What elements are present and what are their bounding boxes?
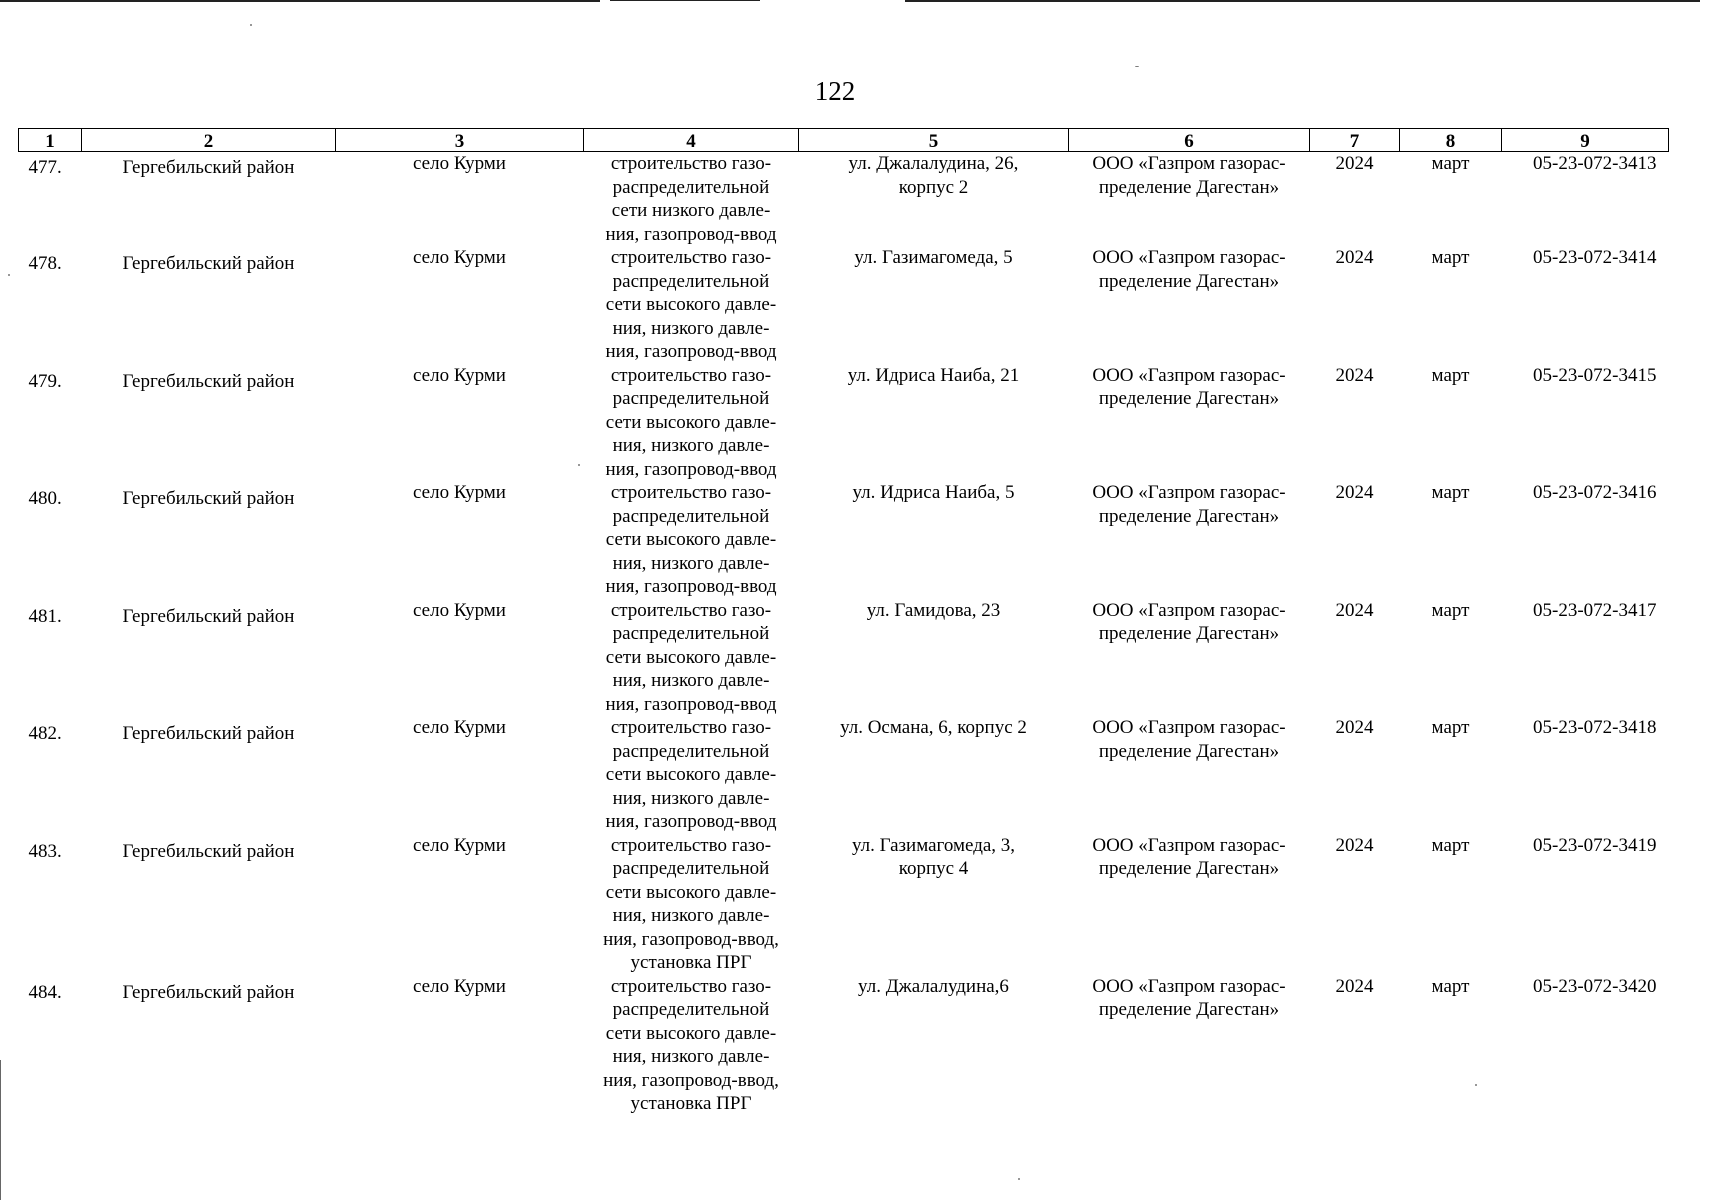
- work-description-cell: строительство газо- распределительной сети высокого давле- ния, низкого давле- ния, газопровод-ввод: [605, 599, 777, 715]
- work-description-cell: строительство газо- распределительной сети низкого давле- ния, газопровод-ввод: [605, 153, 777, 245]
- work-description-cell: строительство газо- распределительной сети высокого давле- ния, низкого давле- ния, газопровод-ввод, установка ПРГ: [603, 975, 779, 1114]
- month-cell: март: [1431, 364, 1470, 386]
- code-cell: 05-23-072-3415: [1533, 364, 1657, 386]
- column-header: 6: [1069, 129, 1310, 152]
- settlement-cell: село Курми: [413, 975, 506, 997]
- year-cell: 2024: [1335, 247, 1374, 268]
- work-description-cell: строительство газо- распределительной сети высокого давле- ния, низкого давле- ния, газопровод-ввод: [605, 247, 777, 362]
- column-header: 4: [584, 129, 799, 152]
- settlement-cell: село Курми: [413, 364, 506, 386]
- month-cell: март: [1431, 247, 1470, 268]
- scan-speck: [250, 24, 252, 26]
- organization-cell: ООО «Газпром газорас- пределение Дагестан»: [1092, 482, 1286, 527]
- district-cell: Гергебильский район: [122, 605, 295, 627]
- column-header: 8: [1400, 129, 1502, 152]
- month-cell: март: [1431, 482, 1470, 503]
- scan-speck: [1018, 1178, 1020, 1180]
- code-cell: 05-23-072-3419: [1533, 834, 1657, 856]
- row-number: 484.: [28, 981, 62, 1003]
- organization-cell: ООО «Газпром газорас- пределение Дагестан»: [1092, 834, 1286, 879]
- table-row: [19, 975, 1669, 1120]
- code-cell: 05-23-072-3414: [1533, 247, 1657, 268]
- table-row: [19, 364, 1669, 482]
- table-row: [19, 246, 1669, 364]
- column-header: 7: [1310, 129, 1400, 152]
- code-cell: 05-23-072-3417: [1533, 599, 1657, 621]
- month-cell: март: [1431, 717, 1470, 738]
- column-header: 5: [799, 129, 1069, 152]
- scan-speck: [8, 274, 10, 276]
- organization-cell: ООО «Газпром газорас- пределение Дагестан»: [1092, 717, 1286, 762]
- district-cell: Гергебильский район: [122, 723, 295, 744]
- row-number: 481.: [28, 605, 62, 627]
- district-cell: Гергебильский район: [122, 157, 295, 178]
- row-number: 480.: [28, 488, 62, 509]
- year-cell: 2024: [1335, 482, 1374, 503]
- code-cell: 05-23-072-3416: [1533, 482, 1657, 503]
- work-description-cell: строительство газо- распределительной сети высокого давле- ния, низкого давле- ния, газопровод-ввод: [605, 364, 777, 480]
- organization-cell: ООО «Газпром газорас- пределение Дагестан»: [1092, 364, 1286, 409]
- work-description-cell: строительство газо- распределительной сети высокого давле- ния, низкого давле- ния, газопровод-ввод: [605, 482, 777, 597]
- district-cell: Гергебильский район: [122, 253, 295, 274]
- table-row: [19, 599, 1669, 717]
- table-row: [19, 716, 1669, 834]
- row-number: 482.: [28, 723, 62, 744]
- table-row: [19, 481, 1669, 599]
- year-cell: 2024: [1335, 834, 1374, 856]
- row-number: 478.: [28, 253, 62, 274]
- scan-edge-line: [610, 0, 760, 1]
- settlement-cell: село Курми: [413, 834, 506, 856]
- scan-speck: [1135, 66, 1139, 67]
- organization-cell: ООО «Газпром газорас- пределение Дагестан»: [1092, 975, 1286, 1020]
- address-cell: ул. Османа, 6, корпус 2: [840, 717, 1027, 738]
- year-cell: 2024: [1335, 975, 1374, 997]
- settlement-cell: село Курми: [413, 482, 506, 503]
- row-number: 477.: [28, 157, 62, 178]
- table-row: [19, 152, 1669, 247]
- month-cell: март: [1431, 975, 1470, 997]
- settlement-cell: село Курми: [413, 153, 506, 174]
- address-cell: ул. Газимагомеда, 5: [854, 247, 1013, 268]
- address-cell: ул. Джалалудина,6: [858, 975, 1009, 997]
- organization-cell: ООО «Газпром газорас- пределение Дагестан»: [1092, 599, 1286, 644]
- year-cell: 2024: [1335, 599, 1374, 621]
- work-description-cell: строительство газо- распределительной сети высокого давле- ния, низкого давле- ния, газопровод-ввод: [605, 717, 777, 832]
- district-cell: Гергебильский район: [122, 981, 295, 1003]
- organization-cell: ООО «Газпром газорас- пределение Дагестан»: [1092, 247, 1286, 292]
- year-cell: 2024: [1335, 153, 1374, 174]
- month-cell: март: [1431, 153, 1470, 174]
- scan-edge-line: [905, 0, 1700, 2]
- header-row: [19, 129, 1669, 152]
- work-description-cell: строительство газо- распределительной сети высокого давле- ния, низкого давле- ния, газопровод-ввод, установка ПРГ: [603, 834, 779, 973]
- address-cell: ул. Газимагомеда, 3, корпус 4: [851, 834, 1016, 879]
- organization-cell: ООО «Газпром газорас- пределение Дагестан»: [1092, 153, 1286, 198]
- district-cell: Гергебильский район: [122, 488, 295, 509]
- scan-edge-line: [0, 1060, 1, 1200]
- code-cell: 05-23-072-3413: [1533, 153, 1657, 174]
- settlement-cell: село Курми: [413, 599, 506, 621]
- scan-edge-line: [0, 0, 600, 2]
- settlement-cell: село Курми: [413, 717, 506, 738]
- district-cell: Гергебильский район: [122, 370, 295, 392]
- address-cell: ул. Гамидова, 23: [866, 599, 1001, 621]
- month-cell: март: [1431, 834, 1470, 856]
- month-cell: март: [1431, 599, 1470, 621]
- column-header: 3: [336, 129, 584, 152]
- column-header: 9: [1502, 129, 1669, 152]
- settlement-cell: село Курми: [413, 247, 506, 268]
- code-cell: 05-23-072-3418: [1533, 717, 1657, 738]
- page-number: 122: [814, 76, 856, 106]
- code-cell: 05-23-072-3420: [1533, 975, 1657, 997]
- table-row: [19, 834, 1669, 975]
- row-number: 483.: [28, 840, 62, 862]
- year-cell: 2024: [1335, 717, 1374, 738]
- registry-table: [18, 128, 1669, 1120]
- address-cell: ул. Идриса Наиба, 21: [847, 364, 1020, 386]
- address-cell: ул. Джалалудина, 26, корпус 2: [848, 153, 1019, 198]
- column-header: 2: [82, 129, 336, 152]
- district-cell: Гергебильский район: [122, 840, 295, 862]
- column-header: 1: [19, 129, 82, 152]
- row-number: 479.: [28, 370, 62, 392]
- year-cell: 2024: [1335, 364, 1374, 386]
- address-cell: ул. Идриса Наиба, 5: [852, 482, 1015, 503]
